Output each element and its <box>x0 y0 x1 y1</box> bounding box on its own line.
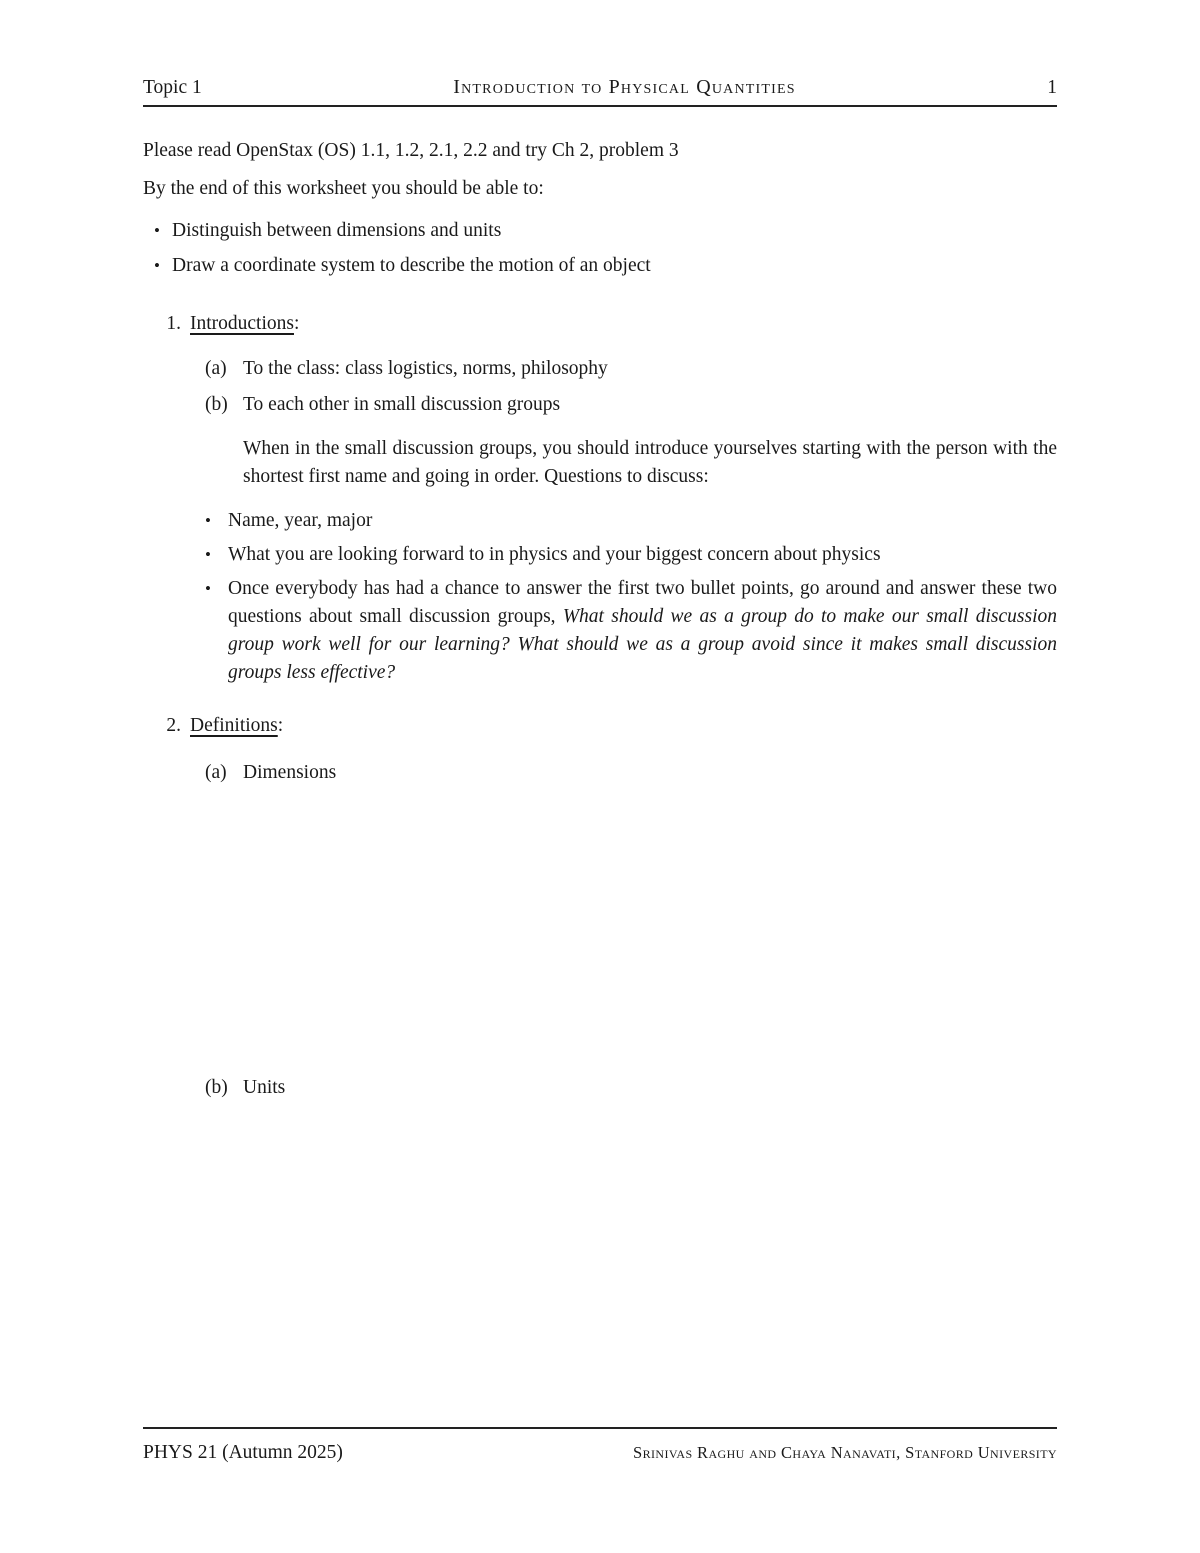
question-text: Once everybody has had a chance to answer the first two bullet points, go around and answer these two questions about small discussion groups, <box>228 578 1057 627</box>
bullet-icon: • <box>205 545 211 564</box>
discussion-note: When in the small discussion groups, you should introduce yourselves starting with the person with the shortest first name and going in order. Questions to discuss: <box>243 438 1057 487</box>
discussion-questions-list <box>143 507 1057 687</box>
list-item-b <box>143 391 1057 419</box>
question-text: What you are looking forward to in physics and your biggest concern about physics <box>228 544 881 565</box>
bullet-icon: • <box>154 256 160 275</box>
bullet-icon: • <box>205 511 211 530</box>
objective-text: Distinguish between dimensions and units <box>172 220 502 241</box>
page-footer <box>143 1427 1057 1467</box>
item-label: (b) <box>205 1077 228 1098</box>
bullet-icon: • <box>205 579 211 598</box>
list-item-b <box>143 1074 1057 1102</box>
section-title-suffix: : <box>293 313 300 334</box>
reading-assignment: Please read OpenStax (OS) 1.1, 1.2, 2.1, 2.2 and try Ch 2, problem 3 <box>143 140 679 161</box>
page-header <box>143 76 1057 107</box>
question-text: Name, year, major <box>228 510 373 531</box>
header-page-number: 1 <box>1047 77 1057 98</box>
item-text: To the class: class logistics, norms, philosophy <box>243 358 608 379</box>
list-item-a <box>143 759 1057 787</box>
section-heading-definitions <box>143 712 1057 740</box>
section-title: Introductions <box>190 313 294 334</box>
section-heading-introductions <box>143 310 1057 338</box>
item-text: Units <box>243 1077 286 1098</box>
section-number: 1. <box>166 313 181 334</box>
item-text: Dimensions <box>243 762 337 783</box>
footer-authors: Srinivas Raghu and Chaya Nanavati, Stanford University <box>633 1443 1057 1462</box>
goals-lead: By the end of this worksheet you should be able to: <box>143 178 544 199</box>
list-item <box>143 252 1057 280</box>
question-text-italic: What should we as a group do to make our small discussion group work well for our learning? What should we as a group avoid since it makes small discussion groups less effective? <box>228 606 1057 683</box>
bullet-icon: • <box>154 221 160 240</box>
section-title: Definitions <box>190 715 278 736</box>
item-label: (a) <box>205 358 227 379</box>
item-label: (b) <box>205 394 228 415</box>
list-item-a <box>143 355 1057 383</box>
item-label: (a) <box>205 762 227 783</box>
footer-course: PHYS 21 (Autumn 2025) <box>143 1442 343 1463</box>
section-title-suffix: : <box>277 715 284 736</box>
list-item <box>143 507 1057 535</box>
page-title: Introduction to Physical Quantities <box>453 76 796 98</box>
section-number: 2. <box>166 715 181 736</box>
item-text: To each other in small discussion groups <box>243 394 561 415</box>
list-item <box>143 217 1057 245</box>
list-item <box>143 575 1057 687</box>
header-topic: Topic 1 <box>143 77 202 98</box>
objectives-list <box>143 217 1057 280</box>
list-item <box>143 541 1057 569</box>
objective-text: Draw a coordinate system to describe the motion of an object <box>172 255 651 276</box>
